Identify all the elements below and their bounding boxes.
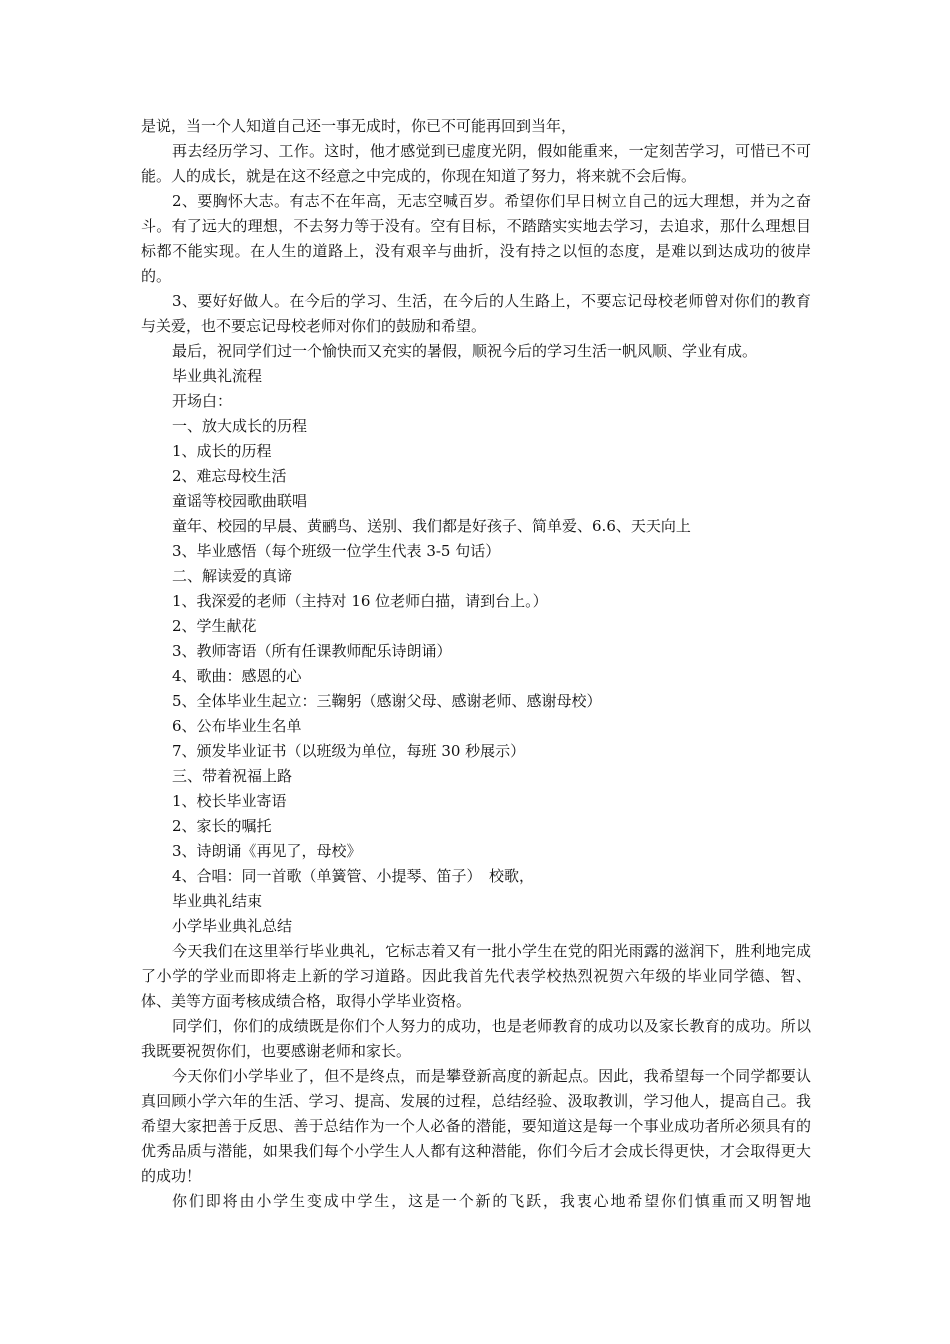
section-heading-three: 三、带着祝福上路 [172, 767, 293, 785]
list-item: 3、教师寄语（所有任课教师配乐诗朗诵） [172, 642, 452, 660]
paragraph-continuation: 是说，当一个人知道自己还一事无成时，你已不可能再回到当年， [141, 117, 577, 135]
paragraph-closing-wish: 最后，祝同学们过一个愉快而又充实的暑假，顺祝今后的学习生活一帆风顺、学业有成。 [172, 342, 758, 360]
list-item: 2、学生献花 [172, 617, 257, 635]
paragraph-today: 今天我们在这里举行毕业典礼，它标志着又有一批小学生在党的阳光雨露的滋润下，胜利地完成了小学的学业而即将走上新的学习道路。因此我首先代表学校热烈祝贺六年级的毕业同学德、智、体、美等方面考核成绩合格，取得小学毕业资格。 [141, 942, 811, 1010]
list-item: 4、歌曲：感恩的心 [172, 667, 302, 685]
section-heading-one: 一、放大成长的历程 [172, 417, 308, 435]
paragraph-ambition: 2、要胸怀大志。有志不在年高，无志空喊百岁。希望你们早日树立自己的远大理想，并为之奋斗。有了远大的理想，不去努力等于没有。空有目标，不踏踏实实地去学习，去追求，那什么理想目标都不能实现。在人生的道路上，没有艰辛与曲折，没有持之以恒的态度，是难以到达成功的彼岸的。 [141, 192, 811, 285]
section-heading-two: 二、解读爱的真谛 [172, 567, 293, 585]
list-item: 6、公布毕业生名单 [172, 717, 302, 735]
list-item: 1、成长的历程 [172, 442, 272, 460]
list-item: 5、全体毕业生起立：三鞠躬（感谢父母、感谢老师、感谢母校） [172, 692, 602, 710]
list-item: 4、合唱：同一首歌（单簧管、小提琴、笛子） 校歌， [172, 867, 535, 885]
list-item: 毕业典礼结束 [172, 892, 263, 910]
list-item: 1、校长毕业寄语 [172, 792, 287, 810]
section-title-ceremony-process: 毕业典礼流程 [172, 367, 263, 385]
section-title-summary: 小学毕业典礼总结 [172, 917, 293, 935]
paragraph-be-good-person: 3、要好好做人。在今后的学习、生活，在今后的人生路上，不要忘记母校老师曾对你们的教育与关爱，也不要忘记母校老师对你们的鼓励和希望。 [141, 292, 811, 335]
list-item: 2、家长的嘱托 [172, 817, 272, 835]
paragraph-regret: 再去经历学习、工作。这时，他才感觉到已虚度光阴，假如能重来，一定刻苦学习，可惜已不可能。人的成长，就是在这不经意之中完成的，你现在知道了努力，将来就不会后悔。 [141, 142, 811, 185]
list-item: 童谣等校园歌曲联唱 [172, 492, 308, 510]
list-item: 童年、校园的早晨、黄鹂鸟、送别、我们都是好孩子、简单爱、6.6、天天向上 [172, 517, 691, 535]
list-item: 3、诗朗诵《再见了，母校》 [172, 842, 362, 860]
list-item: 3、毕业感悟（每个班级一位学生代表 3-5 句话） [172, 542, 501, 560]
paragraph-new-starting-point: 今天你们小学毕业了，但不是终点，而是攀登新高度的新起点。因此，我希望每一个同学都要认真回顾小学六年的生活、学习、提高、发展的过程，总结经验、汲取教训，学习他人，提高自己。我希望大家把善于反思、善于总结作为一个人必备的潜能，要知道这是每一个事业成功者所必须具有的优秀品质与潜能，如果我们每个小学生人人都有这种潜能，你们今后才会成长得更快，才会取得更大的成功！ [141, 1067, 811, 1185]
paragraph-leap: 你们即将由小学生变成中学生，这是一个新的飞跃，我衷心地希望你们慎重而又明智地 [172, 1192, 811, 1210]
list-item: 2、难忘母校生活 [172, 467, 287, 485]
list-item: 开场白： [172, 392, 233, 410]
list-item: 1、我深爱的老师（主持对 16 位老师白描，请到台上。） [172, 592, 548, 610]
document-page [141, 114, 811, 1214]
list-item: 7、颁发毕业证书（以班级为单位，每班 30 秒展示） [172, 742, 526, 760]
paragraph-students: 同学们，你们的成绩既是你们个人努力的成功，也是老师教育的成功以及家长教育的成功。所以我既要祝贺你们，也要感谢老师和家长。 [141, 1017, 811, 1060]
